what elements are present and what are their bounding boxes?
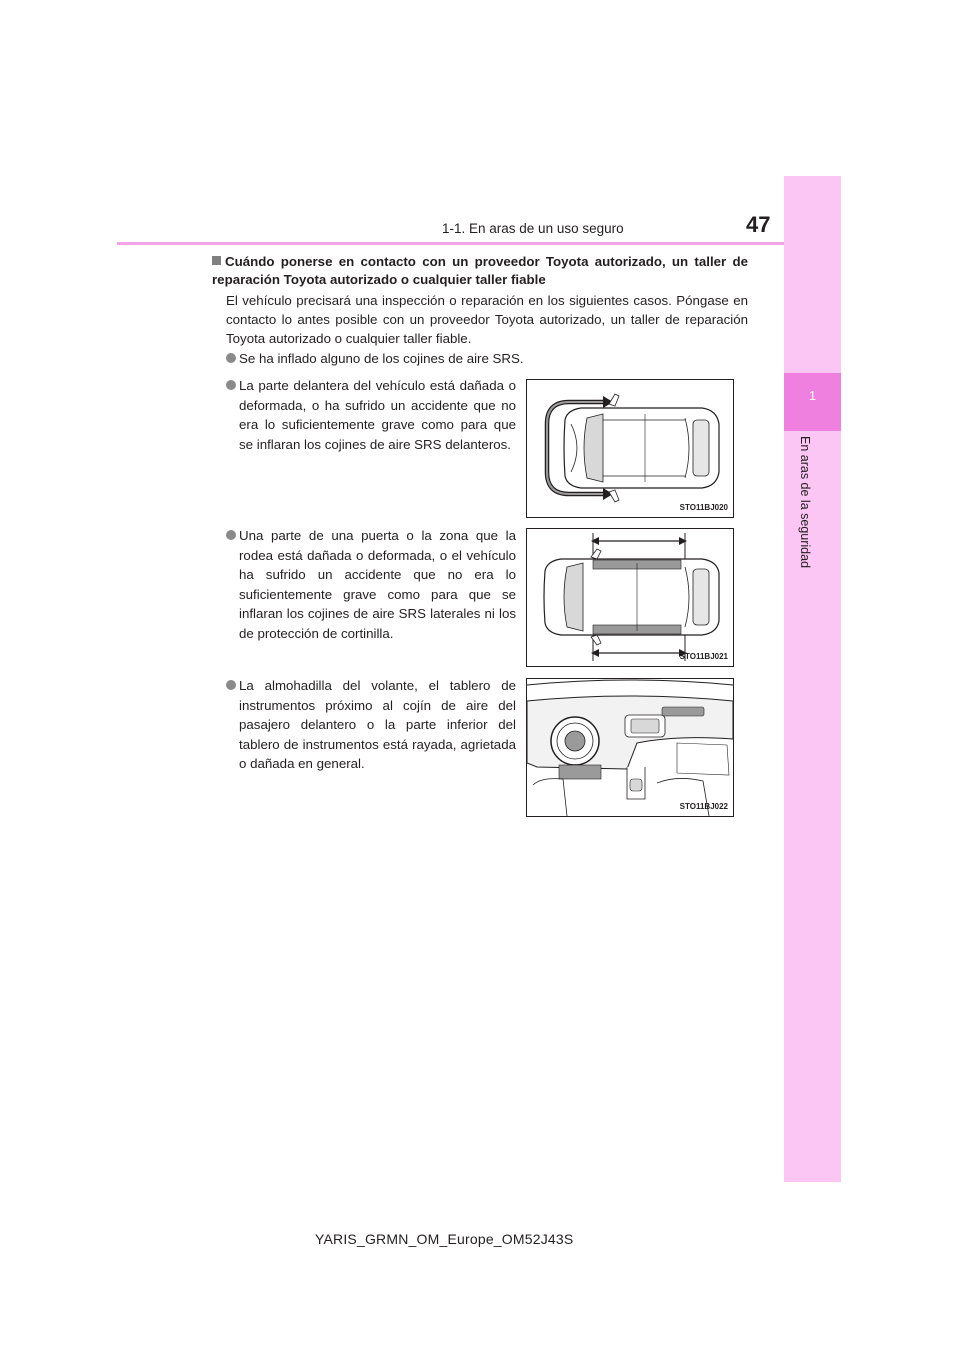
section-heading-text: Cuándo ponerse en contacto con un proveedor Toyota autorizado, un taller de reparación Toyota autorizado o cualquier taller fiable [212, 254, 748, 287]
bullet-text: La parte delantera del vehículo está dañada o deformada, o ha sufrido un accidente que no era lo suficientemente grave como para que se inflaran los cojines de aire SRS delanteros. [239, 378, 516, 452]
figure-front-impact [526, 379, 734, 518]
bullet-text: Una parte de una puerta o la zona que la rodea está dañada o deformada, o el vehículo ha sufrido un accidente que no era lo suficientemente grave como para que se inflaran los cojines de aire SRS laterales ni los de protección de cortinilla. [239, 528, 516, 641]
header-rule [117, 242, 784, 245]
bullet-item [226, 676, 516, 774]
figure-label: STO11BJ021 [679, 652, 728, 661]
car-top-view-side-impact-icon [527, 529, 733, 666]
figure-label: STO11BJ022 [679, 802, 728, 811]
figure-label: STO11BJ020 [679, 503, 728, 512]
bullet-item [226, 349, 750, 369]
bullet-dot-icon [226, 530, 236, 540]
chapter-title: En aras de la seguridad [798, 436, 812, 569]
chapter-number: 1 [808, 388, 817, 403]
figure-dashboard [526, 678, 734, 817]
dashboard-interior-view-icon [527, 679, 733, 816]
page-number: 47 [746, 212, 771, 237]
bullet-text: Se ha inflado alguno de los cojines de aire SRS. [239, 351, 524, 366]
bullet-text: La almohadilla del volante, el tablero de instrumentos próximo al cojín de aire del pasajero delantero o la parte inferior del tablero de instrumentos está rayada, agrietada o dañada en general. [239, 678, 516, 772]
section-heading [212, 253, 748, 289]
side-chapter-tab [784, 176, 841, 1182]
bullet-dot-icon [226, 353, 236, 363]
bullet-item [226, 376, 516, 454]
car-top-view-front-impact-icon [527, 380, 733, 517]
figure-side-impact [526, 528, 734, 667]
bullet-dot-icon [226, 380, 236, 390]
bullet-item [226, 526, 516, 644]
footer-document-code: YARIS_GRMN_OM_Europe_OM52J43S [315, 1231, 574, 1247]
section-title: 1-1. En aras de un uso seguro [442, 221, 624, 236]
bullet-dot-icon [226, 680, 236, 690]
intro-paragraph: El vehículo precisará una inspección o reparación en los siguientes casos. Póngase en contacto lo antes posible con un proveedor Toyota autorizado, un taller de reparación Toyota autorizado o cualquier taller fiable. [226, 293, 748, 346]
